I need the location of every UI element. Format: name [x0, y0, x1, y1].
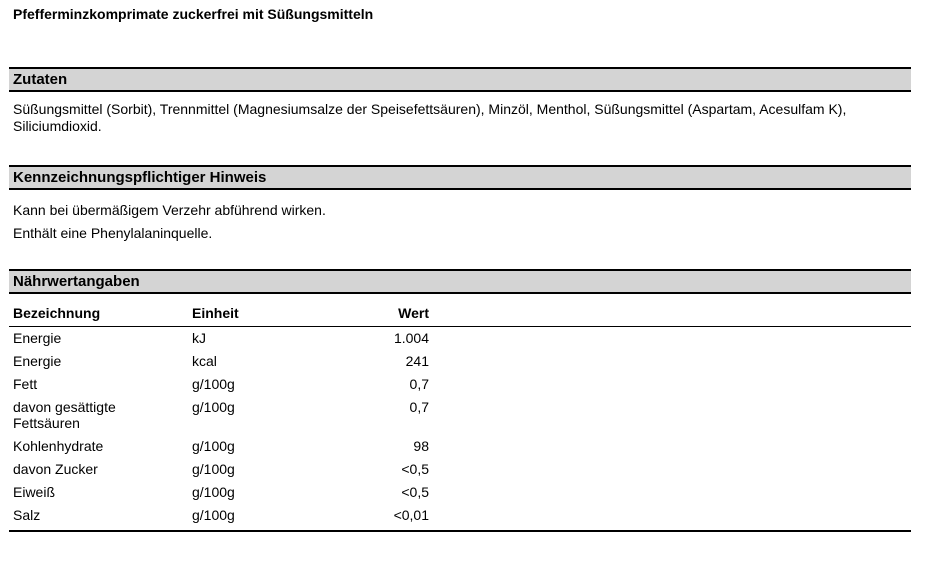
nutrition-table-header-row — [9, 300, 911, 327]
nutrition-heading: Nährwertangaben — [13, 273, 140, 290]
section-header-nutrition — [9, 269, 911, 294]
row-spacer — [429, 458, 911, 481]
nutrition-table-container — [9, 300, 911, 532]
row-unit: kcal — [192, 353, 217, 369]
row-value: 0,7 — [409, 376, 429, 392]
row-spacer — [429, 504, 911, 531]
row-value: <0,5 — [401, 461, 429, 477]
notice-line-1: Kann bei übermäßigem Verzehr abführend wirken. — [13, 202, 326, 218]
row-value: 98 — [413, 438, 429, 454]
row-name: Kohlenhydrate — [13, 438, 104, 454]
table-row — [9, 396, 911, 435]
row-spacer — [429, 373, 911, 396]
row-value: <0,01 — [393, 507, 429, 523]
row-unit: kJ — [192, 330, 206, 346]
ingredients-heading: Zutaten — [13, 71, 68, 88]
table-row — [9, 458, 911, 481]
ingredients-text: Süßungsmittel (Sorbit), Trennmittel (Magnesiumsalze der Speisefettsäuren), Minzöl, Menthol, Süßungsmittel (Aspartam, Acesulfam K), Siliciumdioxid. — [13, 101, 847, 134]
table-row — [9, 373, 911, 396]
row-value: 1.004 — [393, 330, 429, 346]
section-header-notice — [9, 165, 911, 190]
row-spacer — [429, 435, 911, 458]
row-spacer — [429, 396, 911, 435]
notice-heading: Kennzeichnungspflichtiger Hinweis — [13, 169, 267, 186]
table-row — [9, 481, 911, 504]
table-row — [9, 350, 911, 373]
nutrition-table — [9, 300, 911, 532]
row-name: davon Zucker — [13, 461, 98, 477]
table-row — [9, 327, 911, 351]
table-row — [9, 435, 911, 458]
table-row — [9, 504, 911, 531]
row-name: davon gesättigte Fettsäuren — [13, 399, 116, 431]
row-unit: g/100g — [192, 376, 235, 392]
row-spacer — [429, 327, 911, 351]
row-name: Energie — [13, 330, 62, 346]
row-value: 241 — [405, 353, 429, 369]
row-unit: g/100g — [192, 484, 235, 500]
document-title: Pfefferminzkomprimate zuckerfrei mit Süßungsmitteln — [13, 6, 374, 22]
row-value: 0,7 — [409, 399, 429, 415]
row-unit: g/100g — [192, 507, 235, 523]
row-unit: g/100g — [192, 399, 235, 415]
row-name: Salz — [13, 507, 41, 523]
row-name: Fett — [13, 376, 38, 392]
row-spacer — [429, 481, 911, 504]
row-value: <0,5 — [401, 484, 429, 500]
row-spacer — [429, 350, 911, 373]
column-header-spacer — [429, 300, 911, 327]
column-header-value: Wert — [398, 305, 429, 321]
column-header-unit: Einheit — [192, 305, 239, 321]
row-unit: g/100g — [192, 461, 235, 477]
section-header-ingredients — [9, 67, 911, 92]
column-header-name: Bezeichnung — [13, 305, 101, 321]
row-name: Eiweiß — [13, 484, 56, 500]
row-name: Energie — [13, 353, 62, 369]
row-unit: g/100g — [192, 438, 235, 454]
notice-line-2: Enthält eine Phenylalaninquelle. — [13, 225, 213, 241]
